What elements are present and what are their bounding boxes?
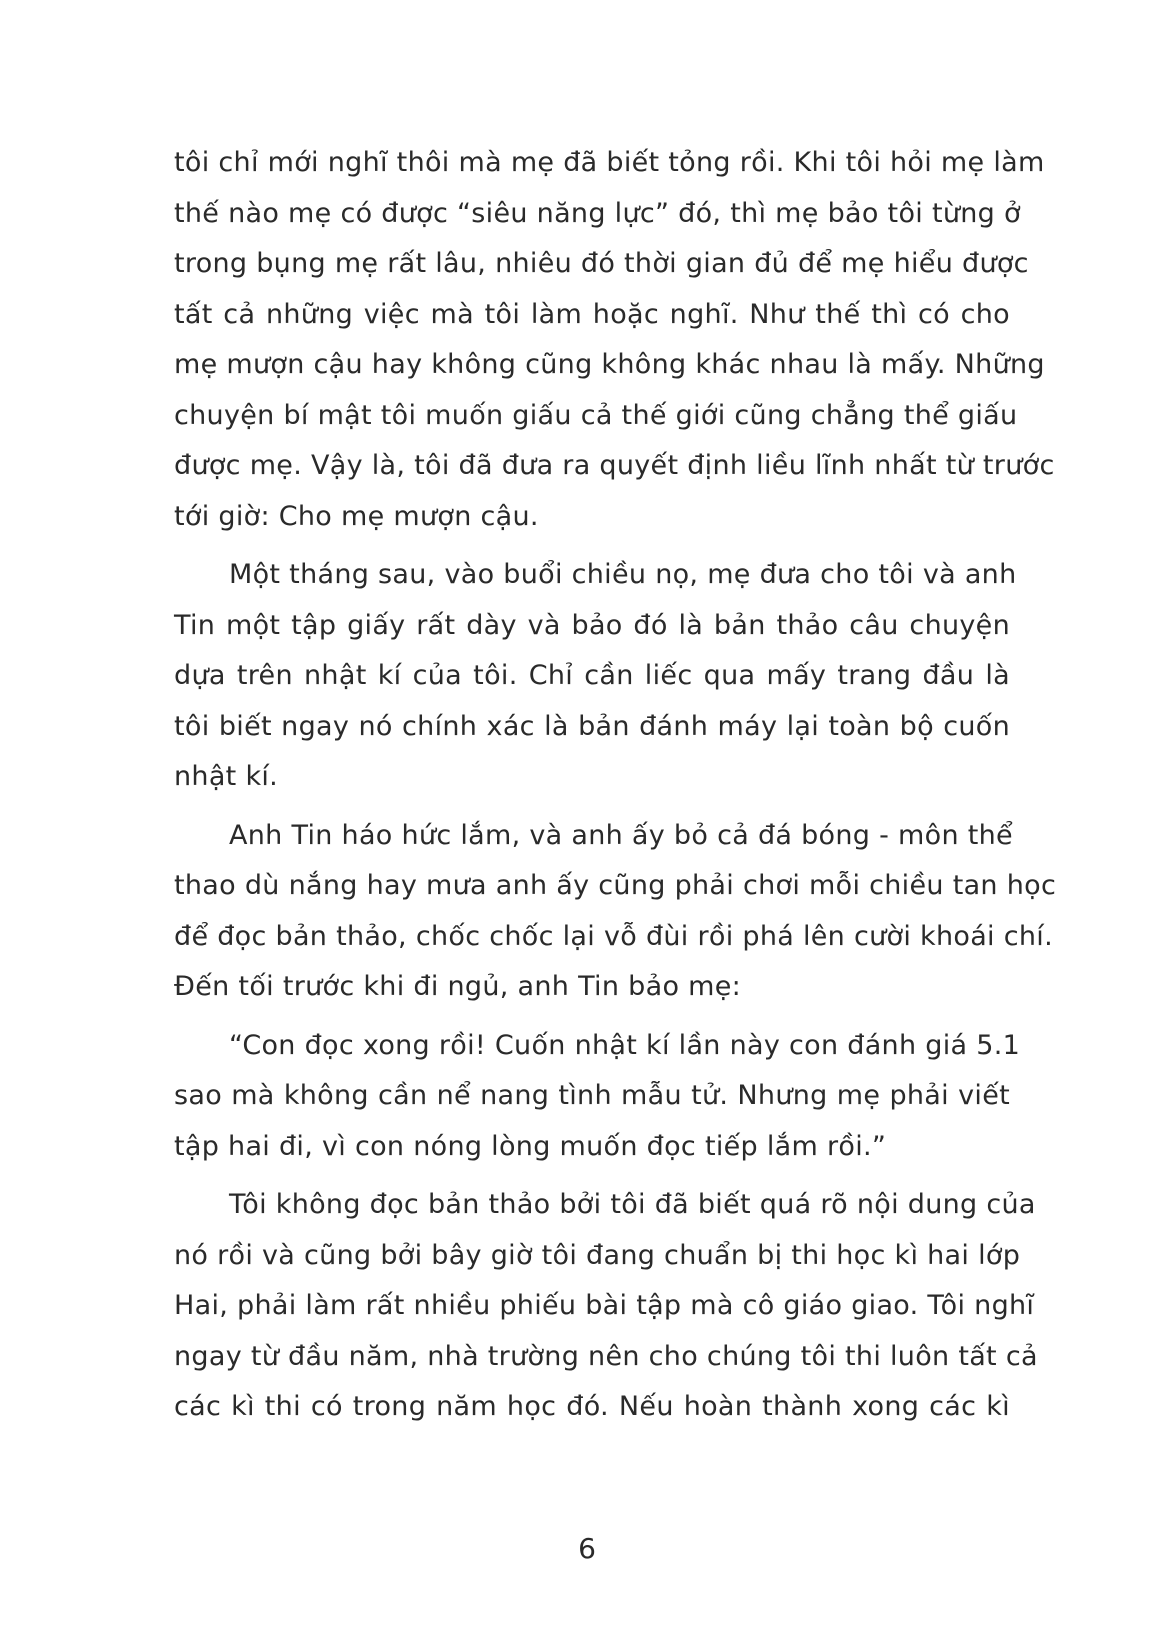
text-line: nhật kí.: [174, 761, 279, 792]
body-text: [174, 138, 1057, 1433]
text-line: Đến tối trước khi đi ngủ, anh Tin bảo mẹ:: [174, 971, 742, 1002]
text-line: “Con đọc xong rồi! Cuốn nhật kí lần này con đánh giá 5.1: [229, 1029, 1021, 1061]
text-line: dựa trên nhật kí của tôi. Chỉ cần liếc qua mấy trang đầu là: [174, 660, 1010, 691]
text-line: Anh Tin háo hức lắm, và anh ấy bỏ cả đá bóng - môn thể: [229, 819, 1013, 851]
text-line: các kì thi có trong năm học đó. Nếu hoàn thành xong các kì: [174, 1391, 1010, 1422]
text-line: Một tháng sau, vào buổi chiều nọ, mẹ đưa cho tôi và anh: [229, 559, 1017, 590]
paragraph: [174, 1021, 1021, 1173]
paragraph: [174, 550, 1017, 803]
text-line: tôi chỉ mới nghĩ thôi mà mẹ đã biết tỏng rồi. Khi tôi hỏi mẹ làm: [174, 147, 1045, 178]
text-line: thế nào mẹ có được “siêu năng lực” đó, thì mẹ bảo tôi từng ở: [174, 197, 1021, 229]
text-line: sao mà không cần nể nang tình mẫu tử. Nhưng mẹ phải viết: [174, 1080, 1010, 1111]
text-line: mẹ mượn cậu hay không cũng không khác nhau là mấy. Những: [174, 349, 1045, 380]
paragraph: [174, 811, 1057, 1013]
paragraph: [174, 1180, 1038, 1433]
text-line: Tin một tập giấy rất dày và bảo đó là bản thảo câu chuyện: [174, 609, 1010, 641]
text-line: tập hai đi, vì con nóng lòng muốn đọc tiếp lắm rồi.”: [174, 1130, 887, 1162]
text-line: thao dù nắng hay mưa anh ấy cũng phải chơi mỗi chiều tan học: [174, 870, 1057, 901]
text-line: Hai, phải làm rất nhiều phiếu bài tập mà cô giáo giao. Tôi nghĩ: [174, 1290, 1035, 1321]
text-line: nó rồi và cũng bởi bây giờ tôi đang chuẩn bị thi học kì hai lớp: [174, 1239, 1021, 1271]
text-line: chuyện bí mật tôi muốn giấu cả thế giới cũng chẳng thể giấu: [174, 399, 1018, 431]
paragraph: [174, 138, 1055, 542]
text-line: trong bụng mẹ rất lâu, nhiêu đó thời gian đủ để mẹ hiểu được: [174, 248, 1029, 279]
text-line: tất cả những việc mà tôi làm hoặc nghĩ. Như thế thì có cho: [174, 298, 1010, 330]
text-line: tới giờ: Cho mẹ mượn cậu.: [174, 500, 539, 532]
text-line: ngay từ đầu năm, nhà trường nên cho chúng tôi thi luôn tất cả: [174, 1340, 1038, 1372]
text-line: được mẹ. Vậy là, tôi đã đưa ra quyết định liều lĩnh nhất từ trước: [174, 450, 1055, 481]
text-line: tôi biết ngay nó chính xác là bản đánh máy lại toàn bộ cuốn: [174, 710, 1010, 742]
text-line: Tôi không đọc bản thảo bởi tôi đã biết quá rõ nội dung của: [229, 1189, 1036, 1220]
text-line: để đọc bản thảo, chốc chốc lại vỗ đùi rồi phá lên cười khoái chí.: [174, 920, 1053, 952]
page-number: 6: [578, 1532, 596, 1565]
